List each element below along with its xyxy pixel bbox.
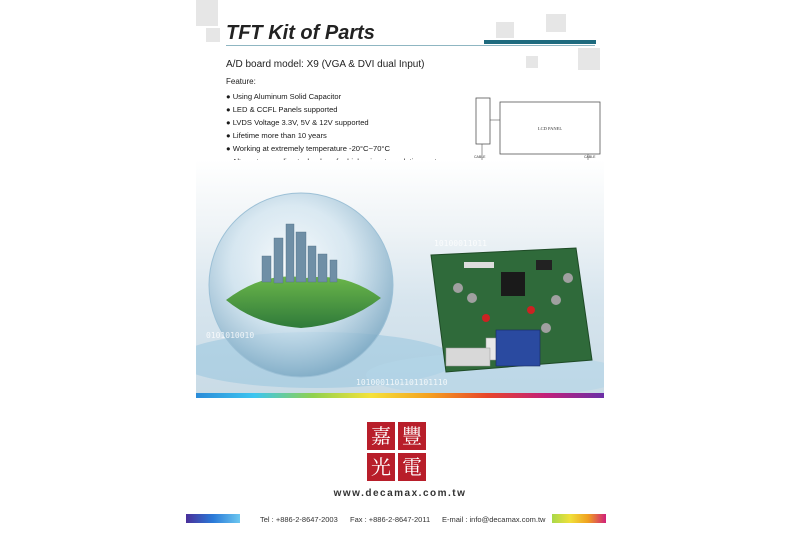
website-url[interactable]: www.decamax.com.tw <box>333 488 467 499</box>
product-illustration <box>196 160 604 395</box>
feature-item: ● Lifetime more than 10 years <box>226 131 327 140</box>
feature-heading: Feature: <box>226 77 256 86</box>
feature-item: ● Working at extremely temperature -20°C~70°C <box>226 144 390 153</box>
lcd-panel-label: LCD PANEL <box>537 126 563 131</box>
inverter-box <box>476 98 490 144</box>
page-title: TFT Kit of Parts <box>226 22 375 44</box>
deco-square <box>546 14 566 32</box>
title-accent-bar <box>484 40 596 44</box>
deco-square <box>526 56 538 68</box>
contact-fax: Fax : +886-2-8647-2011 <box>350 515 431 524</box>
binary-text: 10100011011 <box>434 239 487 248</box>
logo-char: 電 <box>398 453 426 481</box>
footer-bar-left <box>186 514 240 523</box>
logo-char: 光 <box>367 453 395 481</box>
feature-item: ● LVDS Voltage 3.3V, 5V & 12V supported <box>226 118 369 127</box>
deco-square <box>578 48 600 70</box>
model-line: A/D board model: X9 (VGA & DVI dual Input) <box>226 59 425 70</box>
deco-square <box>496 22 514 38</box>
cable-right-label: CABLE <box>584 155 596 159</box>
contact-tel: Tel : +886-2-8647-2003 <box>260 515 338 524</box>
contact-email[interactable]: E-mail : info@decamax.com.tw <box>442 515 546 524</box>
binary-text: 0101010010 <box>206 331 255 340</box>
deco-square <box>196 0 218 26</box>
feature-item: ● Using Aluminum Solid Capacitor <box>226 92 342 101</box>
product-photo <box>196 160 604 395</box>
circuit-board-image <box>431 248 592 372</box>
deco-square <box>206 28 220 42</box>
brochure-page <box>196 0 604 533</box>
logo-char: 嘉 <box>367 422 395 450</box>
cable-left-label: CABLE <box>474 155 486 159</box>
feature-item: ● LED & CCFL Panels supported <box>226 105 338 114</box>
logo-char: 豐 <box>398 422 426 450</box>
title-rule <box>226 45 595 46</box>
footer-bar-right <box>552 514 606 523</box>
rainbow-divider <box>196 393 604 398</box>
binary-text: 1010001101101101110 <box>356 378 448 387</box>
